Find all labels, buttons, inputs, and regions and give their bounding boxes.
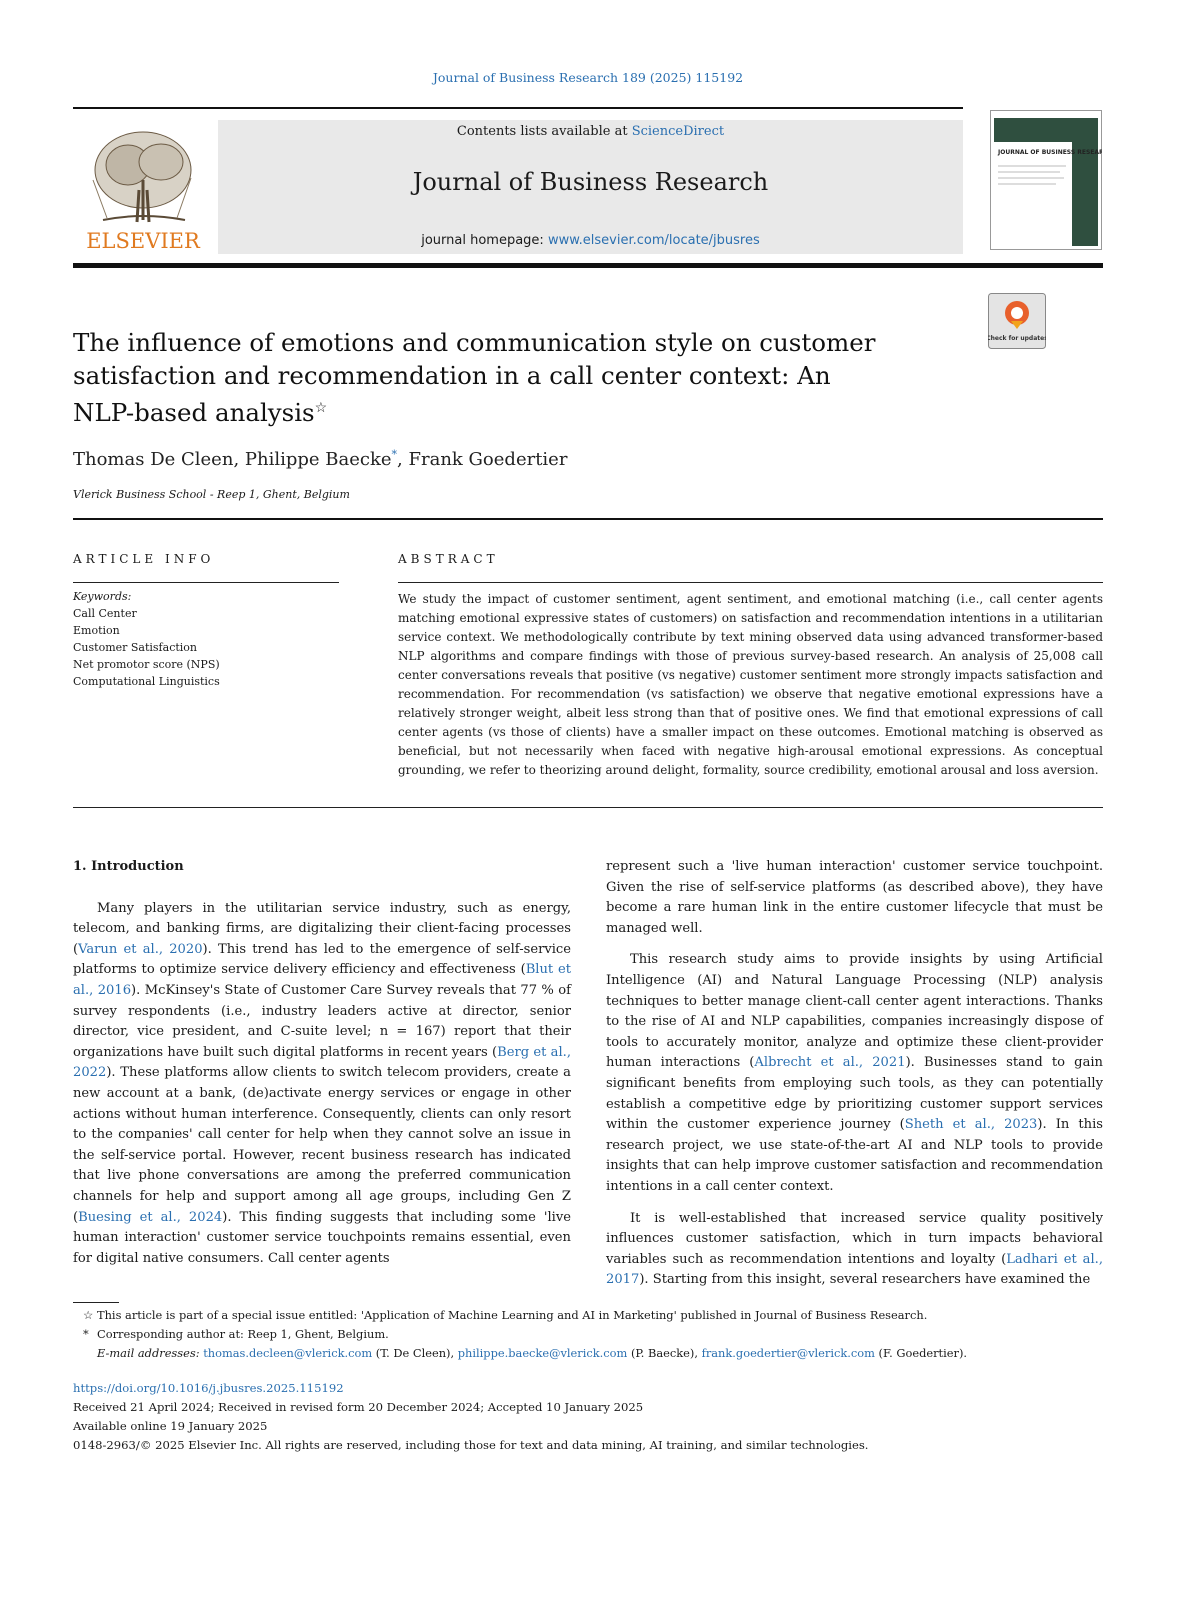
journal-citation[interactable]: Journal of Business Research 189 (2025) 115192: [432, 70, 744, 85]
header-bottom-rule: [73, 263, 1103, 268]
elsevier-logo: [73, 120, 213, 254]
article-info-rule: [73, 582, 339, 583]
citation-link[interactable]: Blut et al., 2016: [73, 962, 571, 998]
journal-title: Journal of Business Research: [412, 168, 769, 196]
svg-text:ELSEVIER: ELSEVIER: [86, 229, 200, 253]
journal-cover-thumbnail: [990, 110, 1102, 250]
abstract-rule: [398, 582, 1103, 583]
author-name[interactable]: Philippe Baecke: [244, 449, 392, 470]
keyword-item: Call Center: [73, 607, 137, 620]
body-paragraph: Many players in the utilitarian service industry, such as energy, telecom, and banking firms, are digitalizing their client-facing processes (Varun et al., 2020). This trend has led to the emergence of self-service platforms to optimize service delivery efficiency and effectiveness (Blut et al., 2016). McKinsey's State of Customer Care Survey reveals that 77 % of survey respondents (i.e., industry leaders active at director, senior director, vice president, and C-suite level; n = 167) report that their organizations have built such digital platforms in recent years (Berg et al., 2022). These platforms allow clients to switch telecom providers, create a new account at a bank, (de)activate energy services or engage in other actions without human interference. Consequently, clients can only resort to the companies' call center for help when they cannot solve an issue in the self-service portal. However, recent business research has indicated that live phone conversations are among the preferred communication channels for help and support among all age groups, including Gen Z (Buesing et al., 2024). This finding suggests that including some 'live human interaction' customer service touchpoints remains essential, even for digital native consumers. Call center agents: [73, 900, 572, 1266]
email-link[interactable]: thomas.decleen@vlerick.com: [203, 1346, 373, 1360]
citation-link[interactable]: Sheth et al., 2023: [904, 1117, 1038, 1133]
copyright: 0148-2963/© 2025 Elsevier Inc. All rights are reserved, including those for text and data mining, AI training, and similar technologies.: [73, 1438, 869, 1452]
author-list: Thomas De Cleen, Philippe Baecke*, Frank Goedertier: [73, 448, 568, 470]
header-top-rule: [73, 107, 963, 109]
title-footnote-mark[interactable]: ☆: [314, 400, 328, 416]
citation-link[interactable]: Berg et al., 2022: [73, 1044, 571, 1081]
body-paragraph: It is well-established that increased service quality positively influences customer satisfaction, which in turn impacts behavioral variables such as recommendation intentions and loyalty (Ladhari et al., 2017). Starting from this insight, several researchers have examined the: [606, 1210, 1103, 1288]
footnote-emails: E-mail addresses: thomas.decleen@vlerick.com (T. De Cleen), philippe.baecke@vlerick.com (P. Baecke), frank.goedertier@vlerick.com (F. Goedertier).: [97, 1346, 968, 1360]
history-dates: Received 21 April 2024; Received in revised form 20 December 2024; Accepted 10 January 2025: [73, 1400, 644, 1414]
author-name[interactable]: Frank Goedertier: [408, 449, 568, 470]
abstract-heading: ABSTRACT: [398, 552, 499, 566]
contents-line: Contents lists available at ScienceDirect: [456, 124, 725, 139]
body-column-left: [73, 857, 571, 1269]
svg-text:Check for updates: Check for updates: [988, 335, 1046, 342]
homepage-link[interactable]: www.elsevier.com/locate/jbusres: [547, 233, 760, 248]
section-heading: 1. Introduction: [73, 859, 184, 874]
keyword-item: Computational Linguistics: [73, 675, 220, 688]
homepage-line: journal homepage: www.elsevier.com/locate/jbusres: [421, 233, 760, 248]
article-title: The influence of emotions and communication style on customer satisfaction and recommendation in a call center context: An NLP-based analysis☆: [73, 328, 876, 428]
article-meta: [73, 1379, 1103, 1455]
abstract-bottom-rule: [73, 807, 1103, 808]
footnote-rule: [73, 1302, 119, 1303]
sciencedirect-link[interactable]: ScienceDirect: [631, 124, 725, 139]
body-column-right: [606, 857, 1103, 1291]
footnote-corresponding: * Corresponding author at: Reep 1, Ghent, Belgium.: [83, 1327, 389, 1341]
footnote-special-issue: ☆ This article is part of a special issue entitled: 'Application of Machine Learning and AI in Marketing' published in Journal of Business Research.: [83, 1308, 928, 1322]
elsevier-tree-icon: [73, 120, 213, 254]
author-name[interactable]: Thomas De Cleen: [73, 449, 234, 470]
corresponding-author-mark[interactable]: *: [391, 448, 398, 461]
citation-link[interactable]: Ladhari et al., 2017: [606, 1251, 1103, 1288]
doi-link[interactable]: https://doi.org/10.1016/j.jbusres.2025.115192: [73, 1381, 344, 1395]
svg-text:JOURNAL OF BUSINESS RESEARCH: JOURNAL OF BUSINESS RESEARCH: [998, 149, 1102, 156]
affiliation: Vlerick Business School - Reep 1, Ghent, Belgium: [73, 488, 350, 501]
keyword-item: Net promotor score (NPS): [73, 658, 220, 671]
keywords-block: [73, 588, 220, 690]
title-bottom-rule: [73, 518, 1103, 520]
body-paragraph: represent such a 'live human interaction' customer service touchpoint. Given the rise of self-service platforms (as described above), they have become a rare human link in the entire customer lifecycle that must be managed well.: [606, 859, 1103, 936]
email-link[interactable]: frank.goedertier@vlerick.com: [701, 1346, 875, 1360]
citation-link[interactable]: Buesing et al., 2024: [78, 1209, 223, 1225]
check-for-updates-badge[interactable]: [988, 293, 1046, 349]
article-info-heading: ARTICLE INFO: [73, 552, 215, 566]
citation-link[interactable]: Albrecht et al., 2021: [754, 1055, 906, 1071]
body-paragraph: This research study aims to provide insights by using Artificial Intelligence (AI) and Natural Language Processing (NLP) analysis techniques to better manage client-call center agent interactions. Thanks to the rise of AI and NLP capabilities, companies increasingly dispose of tools to accurately monitor, analyze and optimize these client-provider human interactions (Albrecht et al., 2021). Businesses stand to gain significant benefits from employing such tools, as they can potentially establish a competitive edge by prioritizing customer support services within the customer experience journey (Sheth et al., 2023). In this research project, we use state-of-the-art AI and NLP tools to provide insights that can help improve customer satisfaction and recommendation intentions in a call center context.: [606, 952, 1103, 1194]
citation-link[interactable]: Varun et al., 2020: [78, 941, 203, 957]
email-link[interactable]: philippe.baecke@vlerick.com: [457, 1346, 628, 1360]
abstract-text: We study the impact of customer sentiment, agent sentiment, and emotional matching (i.e., call center agents matching emotional expressive states of customers) on satisfaction and recommendation intentions in a utilitarian service context. We methodologically contribute by text mining observed data using advanced transformer-based NLP algorithms and compare findings with those of previous survey-based research. An analysis of 25,008 call center conversations reveals that positive (vs negative) customer sentiment more strongly impacts satisfaction and recommendation. For recommendation (vs satisfaction) we observe that negative emotional expressions have a relatively stronger weight, albeit less strong than that of positive ones. We find that emotional expressions of call center agents (vs those of clients) have a smaller impact on these outcomes. Emotional matching is observed as beneficial, but not necessarily when faced with negative high-arousal emotional expressions. As conceptual grounding, we refer to theorizing around delight, formality, source credibility, emotional arousal and loss aversion.: [398, 592, 1103, 777]
keyword-item: Customer Satisfaction: [73, 641, 197, 654]
footnotes: [73, 1306, 1103, 1363]
keywords-label: Keywords:: [73, 590, 132, 603]
keyword-item: Emotion: [73, 624, 120, 637]
available-online: Available online 19 January 2025: [73, 1419, 268, 1433]
